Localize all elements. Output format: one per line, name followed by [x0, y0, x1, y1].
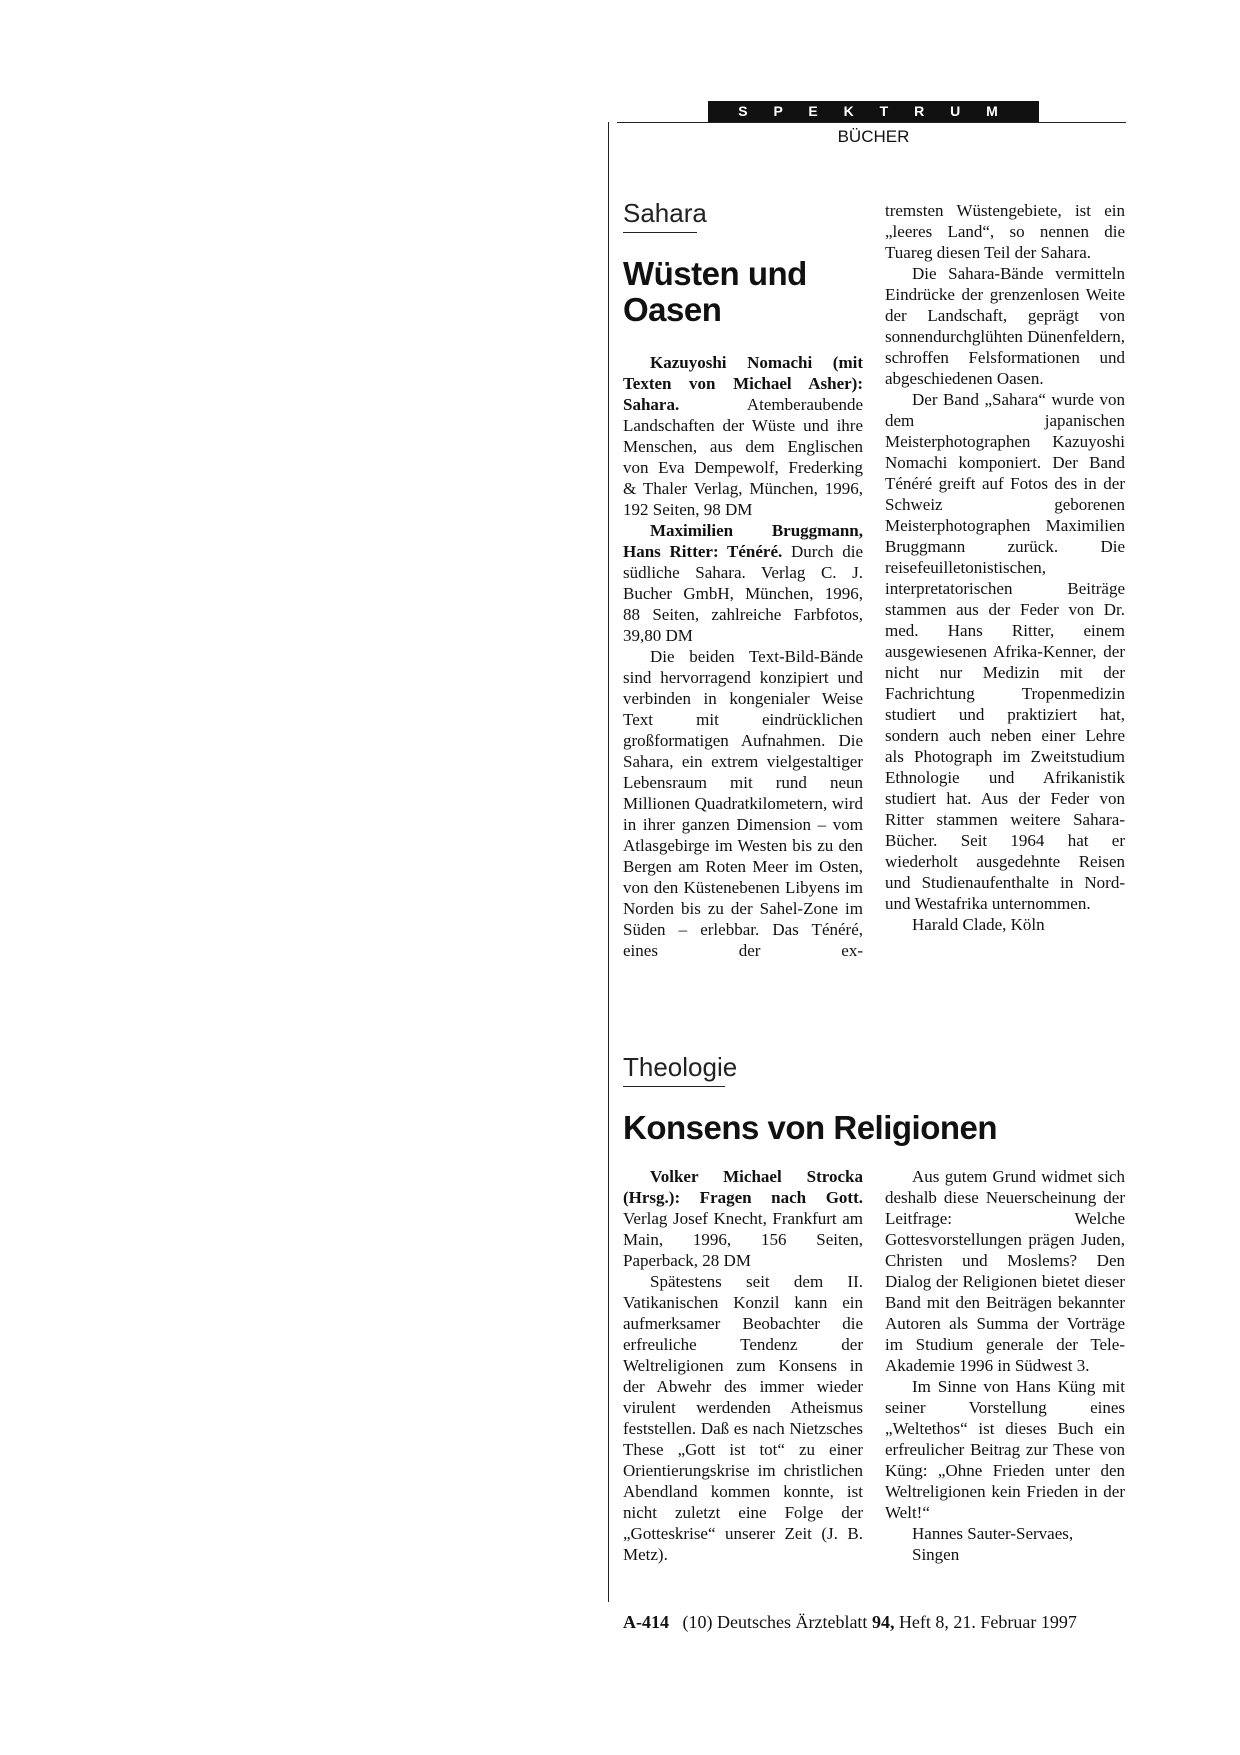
author-signature: Harald Clade, Köln — [912, 915, 1045, 934]
citation-details: Atemberaubende Landschaften der Wüste und ihre Menschen, aus dem Englischen von Eva Dempewolf, Frederking & Thaler Verlag, München, 1996, 192 Seiten, 98 DM — [623, 395, 863, 519]
page-number: A-414 — [623, 1612, 669, 1632]
citation-title: Volker Michael Strocka (Hrsg.): Fragen nach Gott. — [623, 1167, 863, 1207]
author-signature: Hannes Sauter-Servaes, — [912, 1524, 1074, 1543]
header-rule — [617, 122, 1126, 123]
article-column-left — [623, 1166, 863, 1565]
citation-details: Verlag Josef Knecht, Frankfurt am Main, 1996, 156 Seiten, Paperback, 28 DM — [623, 1209, 863, 1270]
topic-label-theologie: Theologie — [623, 1051, 725, 1087]
citation-title: Maximilien Bruggmann, Hans Ritter: Ténéré. — [623, 521, 863, 561]
body-paragraph: Spätestens seit dem II. Vatikanischen Konzil kann ein aufmerksamer Beobachter die erfreuliche Tendenz der Weltreligionen zum Konsens in der Abwehr des immer wieder virulent werdenden Atheismus feststellen. Daß es nach Nietzsches These „Gott ist tot“ zu einer Orientierungskrise im christlichen Abendland kommen konnte, ist nicht zuletzt eine Folge der „Gotteskrise“ unserer Zeit (J. B. Metz). — [623, 1272, 863, 1564]
page-footer — [623, 1610, 1143, 1634]
article-column-right — [885, 200, 1125, 935]
author-location: Singen — [912, 1545, 960, 1564]
journal-name: (10) Deutsches Ärzteblatt — [682, 1612, 868, 1632]
body-paragraph: Der Band „Sahara“ wurde von dem japanischen Meisterphotographen Kazuyoshi Nomachi komponiert. Der Band Ténéré greift auf Fotos des in der Schweiz geborenen Meisterphotographen Maximilien Bruggmann zurück. Die reisefeuilletonistischen, interpretatorischen Beiträge stammen aus der Feder von Dr. med. Hans Ritter, einem ausgewiesenen Afrika-Kenner, der nicht nur Medizin mit der Fachrichtung Tropenmedizin studiert und praktiziert hat, sondern auch neben einer Lehre als Photograph im Zweitstudium Ethnologie und Afrikanistik studiert hat. Aus der Feder von Ritter stammen weitere Sahara-Bücher. Seit 1964 hat er wiederholt ausgedehnte Reisen und Studienaufenthalte in Nord- und Westafrika unternommen. — [885, 390, 1125, 913]
book-citation — [623, 352, 863, 520]
issue-date: Heft 8, 21. Februar 1997 — [898, 1612, 1077, 1632]
body-paragraph: Die beiden Text-Bild-Bände sind hervorragend konzipiert und verbinden in kongenialer Weise Text mit eindrücklichen großformatigen Aufnahmen. Die Sahara, ein extrem vielgestaltiger Lebensraum mit rund neun Millionen Quadratkilometern, wird in ihrer ganzen Dimension – vom Atlasgebirge im Westen bis zu den Bergen am Roten Meer im Osten, von den Küstenebenen Libyens im Norden bis zu der Sahel-Zone im Süden – erlebbar. Das Ténéré, eines der ex- — [623, 647, 863, 960]
article-headline-theologie: Konsens von Religionen — [623, 1109, 998, 1146]
body-paragraph: Die Sahara-Bände vermitteln Eindrücke der grenzenlosen Weite der Landschaft, geprägt von sonnendurchglühten Dünenfeldern, schroffen Felsformationen und abgeschiedenen Oasen. — [885, 264, 1125, 388]
citation-details: Durch die südliche Sahara. Verlag C. J. Bucher GmbH, München, 1996, 88 Seiten, zahlreiche Farbfotos, 39,80 DM — [623, 542, 863, 645]
volume-number: 94, — [871, 1612, 895, 1632]
article-column-left — [623, 352, 863, 961]
article-column-right — [885, 1166, 1125, 1565]
body-paragraph: Aus gutem Grund widmet sich deshalb diese Neuerscheinung der Leitfrage: Welche Gottesvorstellungen prägen Juden, Christen und Moslems? Den Dialog der Religionen bietet dieser Band mit den Beiträgen bekannter Autoren als Summa der Vorträge im Studium generale der Tele-Akademie 1996 in Südwest 3. — [885, 1167, 1125, 1375]
body-paragraph: tremsten Wüstengebiete, ist ein „leeres Land“, so nennen die Tuareg diesen Teil der Sahara. — [885, 201, 1125, 262]
article-headline-sahara: Wüsten und Oasen — [623, 255, 807, 328]
book-citation — [623, 1166, 863, 1271]
section-banner: S P E K T R U M — [708, 101, 1039, 122]
column-rule-vertical — [608, 122, 609, 1602]
citation-title: Kazuyoshi Nomachi (mit Texten von Michael Asher): Sahara. — [623, 353, 863, 414]
subsection-label: BÜCHER — [837, 127, 910, 146]
body-paragraph: Im Sinne von Hans Küng mit seiner Vorstellung eines „Weltethos“ ist dieses Buch ein erfreulicher Beitrag zur These von Küng: „Ohne Frieden unter den Weltreligionen kein Frieden in der Welt!“ — [885, 1377, 1125, 1522]
book-citation — [623, 520, 863, 646]
topic-label-sahara: Sahara — [623, 197, 697, 233]
